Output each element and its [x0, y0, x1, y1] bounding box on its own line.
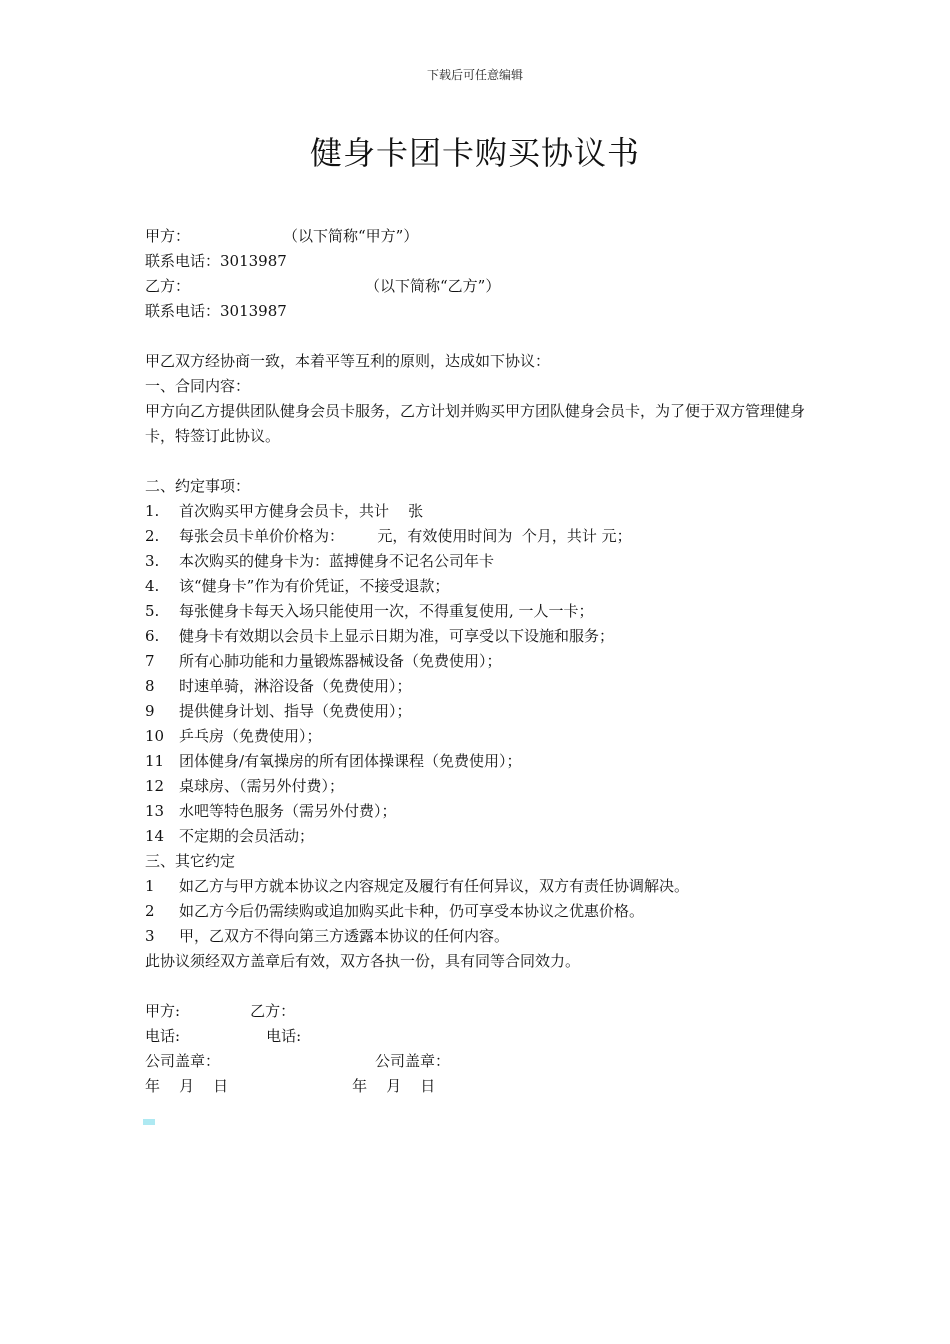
closing-text: 此协议须经双方盖章后有效，双方各执一份，具有同等合同效力。 [145, 952, 581, 970]
list-item: 1. 首次购买甲方健身会员卡，共计 张 [145, 502, 424, 520]
list-item: 3 甲，乙双方不得向第三方透露本协议的任何内容。 [145, 927, 510, 945]
list-item: 13 水吧等特色服务（需另外付费）； [145, 802, 397, 820]
section1-text: 甲方向乙方提供团队健身会员卡服务，乙方计划并购买甲方团队健身会员卡，为了便于双方管理健身卡，特签订此协议。 [145, 402, 806, 445]
sig-phone-a: 电话: [145, 1027, 181, 1045]
section3-list [145, 874, 815, 949]
intro-text: 甲乙双方经协商一致，本着平等互利的原则，达成如下协议： [145, 352, 551, 370]
sig-phone-b: 电话: [266, 1027, 302, 1045]
list-item: 3. 本次购买的健身卡为：蓝搏健身不记名公司年卡 [145, 552, 495, 570]
party-a-line [145, 224, 815, 249]
list-item: 7 所有心肺功能和力量锻炼器械设备（免费使用）； [145, 652, 502, 670]
party-a-alias: （以下简称“甲方”） [283, 227, 419, 245]
sig-seal-b: 公司盖章： [375, 1052, 451, 1070]
party-b-phone: 联系电话：3013987 [145, 302, 287, 320]
sig-party-a: 甲方: [145, 1002, 181, 1020]
sig-date-b: 年 月 日 [352, 1077, 436, 1095]
list-item: 4. 该“健身卡”作为有价凭证，不接受退款； [145, 577, 450, 595]
section1-heading: 一、合同内容： [145, 377, 251, 395]
document-title: 健身卡团卡购买协议书 [309, 134, 640, 172]
header-note: 下载后可任意编辑 [426, 68, 523, 82]
list-item: 14 不定期的会员活动； [145, 827, 315, 845]
party-b-label: 乙方： [145, 277, 191, 295]
section3-heading: 三、其它约定 [145, 852, 236, 870]
list-item: 11 团体健身/有氧操房的所有团体操课程（免费使用）； [145, 752, 522, 770]
signature-block [145, 999, 815, 1099]
sig-seal-a: 公司盖章： [145, 1052, 221, 1070]
list-item: 10 乒乓房（免费使用）； [145, 727, 322, 745]
party-b-line [145, 274, 815, 299]
spacer [145, 324, 815, 349]
list-item: 2. 每张会员卡单价价格为： 元，有效使用时间为 个月，共计 元； [145, 527, 632, 545]
list-item: 9 提供健身计划、指导（免费使用）； [145, 702, 412, 720]
list-item: 1 如乙方与甲方就本协议之内容规定及履行有任何异议，双方有责任协调解决。 [145, 877, 690, 895]
party-b-alias: （以下简称“乙方”） [365, 277, 501, 295]
sig-date-a: 年 月 日 [145, 1077, 229, 1095]
list-item: 12 桌球房、（需另外付费）； [145, 777, 345, 795]
list-item: 2 如乙方今后仍需续购或追加购买此卡种，仍可享受本协议之优惠价格。 [145, 902, 645, 920]
sig-party-b: 乙方： [250, 1002, 296, 1020]
party-a-label: 甲方： [145, 227, 191, 245]
spacer [145, 449, 815, 474]
list-item: 8 时速单骑，淋浴设备（免费使用）； [145, 677, 412, 695]
section2-heading: 二、约定事项： [145, 477, 251, 495]
list-item: 5. 每张健身卡每天入场只能使用一次，不得重复使用, 一人一卡； [145, 602, 594, 620]
spacer [145, 974, 815, 999]
list-item: 6. 健身卡有效期以会员卡上显示日期为准，可享受以下设施和服务； [145, 627, 615, 645]
document-body [145, 224, 815, 1099]
highlight-marker [143, 1119, 155, 1125]
section2-list [145, 499, 815, 849]
party-a-phone: 联系电话：3013987 [145, 252, 287, 270]
